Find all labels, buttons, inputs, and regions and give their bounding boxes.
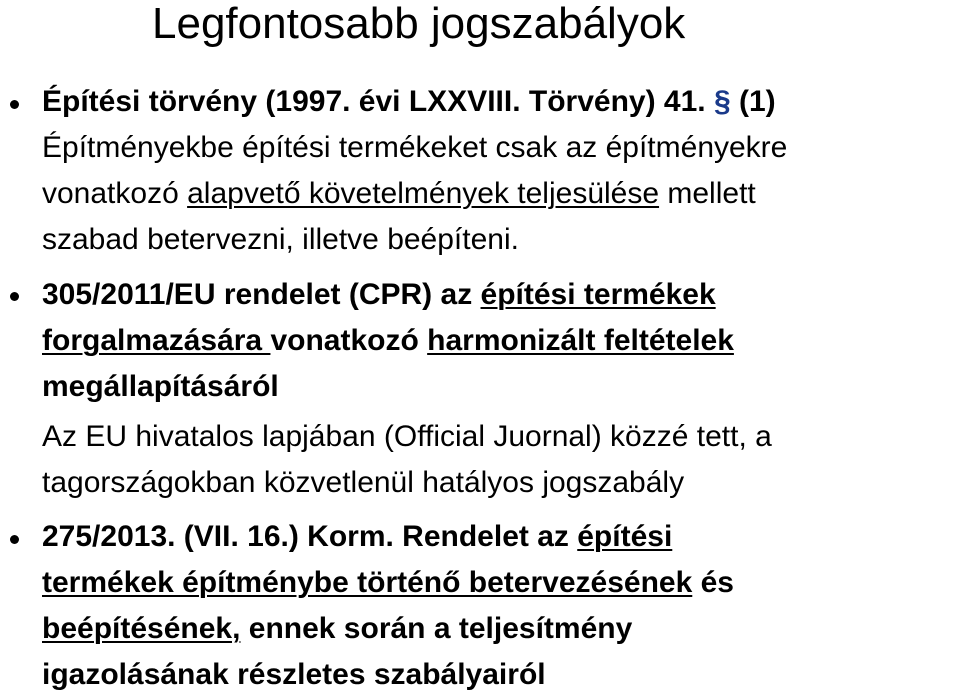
underlined-phrase: építési termékek	[480, 278, 716, 311]
text-segment: és	[692, 566, 734, 599]
text-line: megállapításáról	[42, 370, 279, 403]
text-segment: 305/2011/EU rendelet (CPR) az	[42, 278, 481, 311]
section-sign: §	[713, 85, 731, 118]
note-line: Az EU hivatalos lapjában (Official Juornal) közzé tett, a	[42, 420, 772, 453]
law-reference: Építési törvény (1997. évi LXXVIII. Törvény) 41.	[42, 85, 714, 118]
bullet-icon	[10, 292, 19, 301]
underlined-phrase: harmonizált feltételek	[427, 324, 734, 357]
text-segment: vonatkozó	[42, 177, 188, 210]
underlined-phrase: alapvető követelmények teljesülése	[187, 177, 660, 210]
text-line: igazolásának részletes szabályairól	[42, 658, 546, 691]
underlined-phrase: termékek építménybe történő betervezésének	[42, 566, 693, 599]
text-line: szabad betervezni, illetve beépíteni.	[42, 223, 519, 256]
text-line: Építményekbe építési termékeket csak az építményekre	[42, 131, 788, 164]
bullet-item-cpr-rendelet	[42, 272, 954, 506]
text-segment: vonatkozó	[270, 324, 428, 357]
text-segment: ennek során a teljesítmény	[240, 612, 633, 645]
bullet-item-epitesi-torveny	[42, 79, 954, 263]
underlined-phrase: beépítésének,	[42, 612, 241, 645]
text-segment: mellett	[659, 177, 756, 210]
underlined-phrase: forgalmazására	[42, 324, 271, 357]
bullet-icon	[10, 535, 19, 544]
slide-title: Legfontosabb jogszabályok	[152, 0, 686, 48]
underlined-phrase: építési	[577, 520, 673, 553]
note-line: tagországokban közvetlenül hatályos jogszabály	[42, 466, 685, 499]
bullet-icon	[10, 100, 19, 109]
bullet-item-korm-rendelet	[42, 514, 954, 698]
text-segment: 275/2013. (VII. 16.) Korm. Rendelet az	[42, 520, 578, 553]
paragraph-number: (1)	[730, 85, 776, 118]
